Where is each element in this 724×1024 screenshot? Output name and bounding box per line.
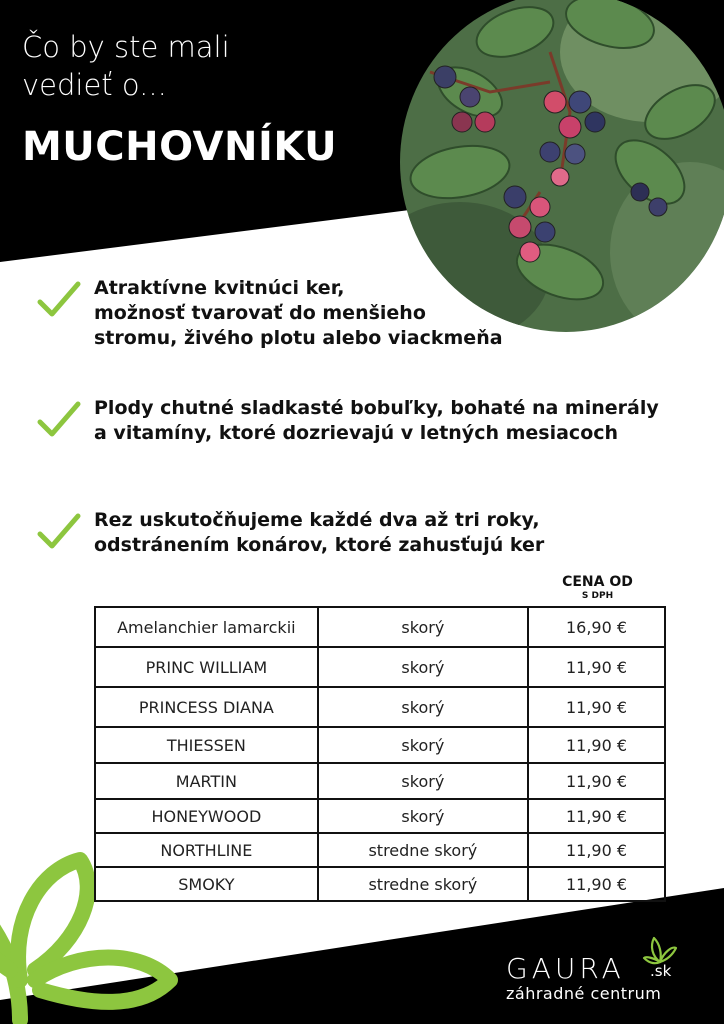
price-cell: 11,90 € [528, 763, 665, 799]
table-row [95, 607, 665, 647]
variety-cell: THIESSEN [95, 727, 318, 763]
ripening-cell: skorý [318, 607, 528, 647]
table-row [95, 799, 665, 833]
benefit-1 [36, 276, 716, 356]
benefit-text [94, 396, 724, 446]
intro-line-2: vedieť o... [22, 68, 167, 102]
variety-cell: HONEYWOOD [95, 799, 318, 833]
variety-cell: NORTHLINE [95, 833, 318, 867]
ripening-cell: stredne skorý [318, 867, 528, 901]
price-cell: 11,90 € [528, 833, 665, 867]
benefit-line: Atraktívne kvitnúci ker, [94, 277, 345, 299]
price-cell: 11,90 € [528, 867, 665, 901]
price-cell: 11,90 € [528, 687, 665, 727]
price-cell: 11,90 € [528, 647, 665, 687]
ripening-cell: stredne skorý [318, 833, 528, 867]
price-cell: 11,90 € [528, 727, 665, 763]
benefit-2 [36, 396, 716, 456]
benefit-line: Rez uskutočňujeme každé dva až tri roky, [94, 509, 540, 531]
table-row [95, 647, 665, 687]
logo-tld: .sk [650, 962, 672, 980]
table-row [95, 727, 665, 763]
benefit-text [94, 276, 724, 351]
check-icon [36, 400, 82, 440]
price-label: CENA OD [562, 574, 633, 590]
table-row [95, 867, 665, 901]
ripening-cell: skorý [318, 763, 528, 799]
price-table [94, 606, 666, 902]
logo-tagline: záhradné centrum [506, 984, 662, 1003]
benefit-line: odstránením konárov, ktoré zahusťujú ker [94, 534, 545, 556]
logo-brand: GAURA [506, 952, 625, 985]
benefit-text [94, 508, 724, 558]
variety-cell: PRINCESS DIANA [95, 687, 318, 727]
ripening-cell: skorý [318, 647, 528, 687]
check-icon [36, 280, 82, 320]
variety-cell: MARTIN [95, 763, 318, 799]
variety-cell: SMOKY [95, 867, 318, 901]
intro-text [22, 28, 342, 104]
table-row [95, 687, 665, 727]
check-icon [36, 512, 82, 552]
benefit-line: stromu, živého plotu alebo viackmeňa [94, 327, 503, 349]
price-column-header [545, 574, 650, 602]
page-title: MUCHOVNÍKU [22, 124, 338, 170]
gaura-logo [506, 932, 706, 1012]
ripening-cell: skorý [318, 799, 528, 833]
ripening-cell: skorý [318, 687, 528, 727]
ripening-cell: skorý [318, 727, 528, 763]
variety-cell: PRINC WILLIAM [95, 647, 318, 687]
price-cell: 11,90 € [528, 799, 665, 833]
benefit-line: a vitamíny, ktoré dozrievajú v letných mesiacoch [94, 422, 619, 444]
benefit-line: možnosť tvarovať do menšieho [94, 302, 426, 324]
table-row [95, 763, 665, 799]
price-cell: 16,90 € [528, 607, 665, 647]
intro-line-1: Čo by ste mali [22, 30, 230, 64]
benefit-line: Plody chutné sladkasté bobuľky, bohaté na minerály [94, 397, 659, 419]
benefit-3 [36, 508, 716, 568]
price-vat-label: S DPH [581, 591, 614, 601]
variety-cell: Amelanchier lamarckii [95, 607, 318, 647]
table-row [95, 833, 665, 867]
